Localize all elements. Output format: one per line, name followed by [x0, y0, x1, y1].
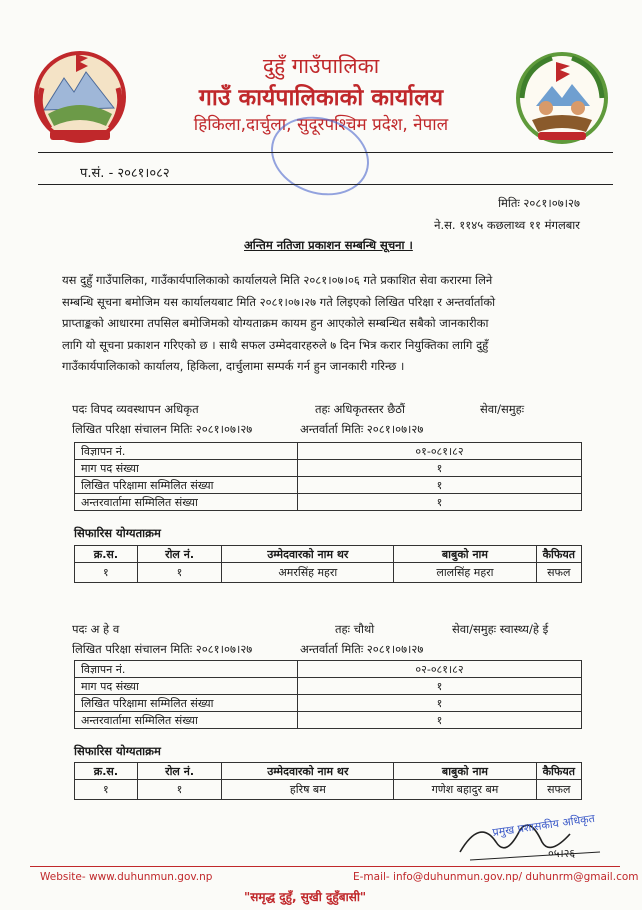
table-row	[75, 477, 582, 494]
table-value: १	[298, 477, 582, 494]
body-line: यस दुहुँ गाउँपालिका, गाउँकार्यपालिकाको कार्यालयले मिति २०८१।०७।०६ गते प्रकाशित सेवा करारमा लिने	[62, 273, 493, 287]
table-cell: सफल	[536, 780, 581, 800]
table-row	[75, 460, 582, 477]
table-row	[75, 661, 582, 678]
table-header-row	[75, 763, 582, 780]
table-label: विज्ञापन नं.	[75, 661, 298, 678]
table-value: ०२-०८१।८२	[298, 661, 582, 678]
signatory-title: प्रमुख प्रशासकीय अधिकृत	[491, 811, 596, 840]
header-divider	[38, 152, 613, 153]
column-header: बाबुको नाम	[394, 546, 536, 563]
table-label: लिखित परिक्षामा सम्मिलित संख्या	[75, 477, 298, 494]
column-header: कैफियत	[536, 546, 581, 563]
body-line: सम्बन्धि सूचना बमोजिम यस कार्यालयबाट मिति २०८१।०७।२७ गते लिइएको लिखित परिक्षा र अन्तर्वार्ताको	[62, 294, 496, 309]
table-cell: १	[75, 780, 138, 800]
table-label: विज्ञापन नं.	[75, 443, 298, 460]
table-row	[75, 563, 582, 583]
column-header: रोल नं.	[137, 763, 222, 780]
office-address: हिकिला,दार्चुला, सुदूरपश्चिम प्रदेश, नेपाल	[193, 115, 449, 135]
interview-date: अन्तर्वार्ता मितिः २०८१।०७।२७	[300, 642, 424, 656]
table-value: ०१-०८१।८२	[298, 443, 582, 460]
column-header: उम्मेदवारको नाम थर	[222, 546, 394, 563]
vacancy-summary-table	[74, 660, 582, 729]
table-label: माग पद संख्या	[75, 678, 298, 695]
column-header: कैफियत	[536, 763, 581, 780]
email-link[interactable]: E-mail- info@duhunmun.gov.np/ duhunrm@gmail.com	[353, 871, 639, 883]
service-group: सेवा/समुहः	[480, 402, 525, 416]
interview-date: अन्तर्वार्ता मितिः २०८१।०७।२७	[300, 422, 424, 436]
table-row	[75, 494, 582, 511]
vacancy-summary-table	[74, 442, 582, 511]
table-row	[75, 780, 582, 800]
notice-subject: अन्तिम नतिजा प्रकाशन सम्बन्धि सूचना ।	[244, 238, 413, 252]
table-cell: १	[137, 780, 222, 800]
table-row	[75, 678, 582, 695]
table-value: १	[298, 695, 582, 712]
header-divider-2	[38, 184, 613, 185]
nepal-samvat-date: ने.स. ११४५ कछलाथ्व ११ मंगलबार	[434, 218, 580, 232]
signature-date-note: ०५।२६	[548, 847, 576, 860]
recommendation-table	[74, 762, 582, 800]
table-header-row	[75, 546, 582, 563]
table-value: १	[298, 712, 582, 729]
office-name: गाउँ कार्यपालिकाको कार्यालय	[198, 85, 444, 111]
body-line: गाउँकार्यपालिकाको कार्यालय, हिकिला, दार्चुलामा सम्पर्क गर्न हुन जानकारी गरिन्छ ।	[62, 359, 405, 373]
table-label: माग पद संख्या	[75, 460, 298, 477]
table-cell: १	[75, 563, 138, 583]
table-value: १	[298, 678, 582, 695]
post-title: पदः अ हे व	[72, 622, 120, 636]
recommendation-heading: सिफारिस योग्यताक्रम	[74, 744, 161, 758]
table-cell: अमरसिंह महरा	[222, 563, 394, 583]
column-header: रोल नं.	[137, 546, 222, 563]
reference-number: प.सं. - २०८१।०८२	[80, 166, 170, 181]
table-label: लिखित परिक्षामा सम्मिलित संख्या	[75, 695, 298, 712]
service-group: सेवा/समुहः स्वास्थ्य/हे ई	[452, 622, 549, 636]
recommendation-table	[74, 545, 582, 583]
municipality-name: दुहुँ गाउँपालिका	[262, 54, 380, 78]
written-exam-date: लिखित परिक्षा संचालन मितिः २०८१।०७।२७	[72, 642, 253, 656]
column-header: क्र.स.	[75, 763, 138, 780]
post-level: तहः चौथो	[335, 622, 375, 636]
table-cell: गणेश बहादुर बम	[394, 780, 536, 800]
table-row	[75, 695, 582, 712]
issue-date: मितिः २०८१।०७।२७	[498, 196, 580, 210]
table-cell: लालसिंह महरा	[394, 563, 536, 583]
body-line: प्राप्ताङ्कको आधारमा तपसिल बमोजिमको योग्यताक्रम कायम हुन आएकोले सम्बन्धित सबैको जानकारीका	[62, 316, 489, 330]
column-header: क्र.स.	[75, 546, 138, 563]
table-cell: हरिष बम	[222, 780, 394, 800]
column-header: उम्मेदवारको नाम थर	[222, 763, 394, 780]
written-exam-date: लिखित परिक्षा संचालन मितिः २०८१।०७।२७	[72, 422, 253, 436]
website-link[interactable]: Website- www.duhunmun.gov.np	[40, 871, 213, 883]
notice-body	[62, 270, 582, 378]
table-cell: सफल	[536, 563, 581, 583]
table-cell: १	[137, 563, 222, 583]
post-title: पदः विपद व्यवस्थापन अधिकृत	[72, 402, 199, 416]
footer-divider	[30, 866, 620, 867]
table-label: अन्तरवार्तामा सम्मिलित संख्या	[75, 712, 298, 729]
table-label: अन्तरवार्तामा सम्मिलित संख्या	[75, 494, 298, 511]
recommendation-heading: सिफारिस योग्यताक्रम	[74, 526, 161, 540]
body-line: लागि यो सूचना प्रकाशन गरिएको छ । साथै सफल उम्मेदवारहरुले ७ दिन भित्र करार नियुक्तिका लागि दुहुँ	[62, 337, 489, 352]
table-value: १	[298, 460, 582, 477]
table-row	[75, 443, 582, 460]
table-value: १	[298, 494, 582, 511]
table-row	[75, 712, 582, 729]
column-header: बाबुको नाम	[394, 763, 536, 780]
slogan: "समृद्ध दुहुँ, सुखी दुहुँबासी"	[244, 890, 367, 904]
post-level: तहः अधिकृतस्तर छैठौं	[315, 402, 405, 416]
